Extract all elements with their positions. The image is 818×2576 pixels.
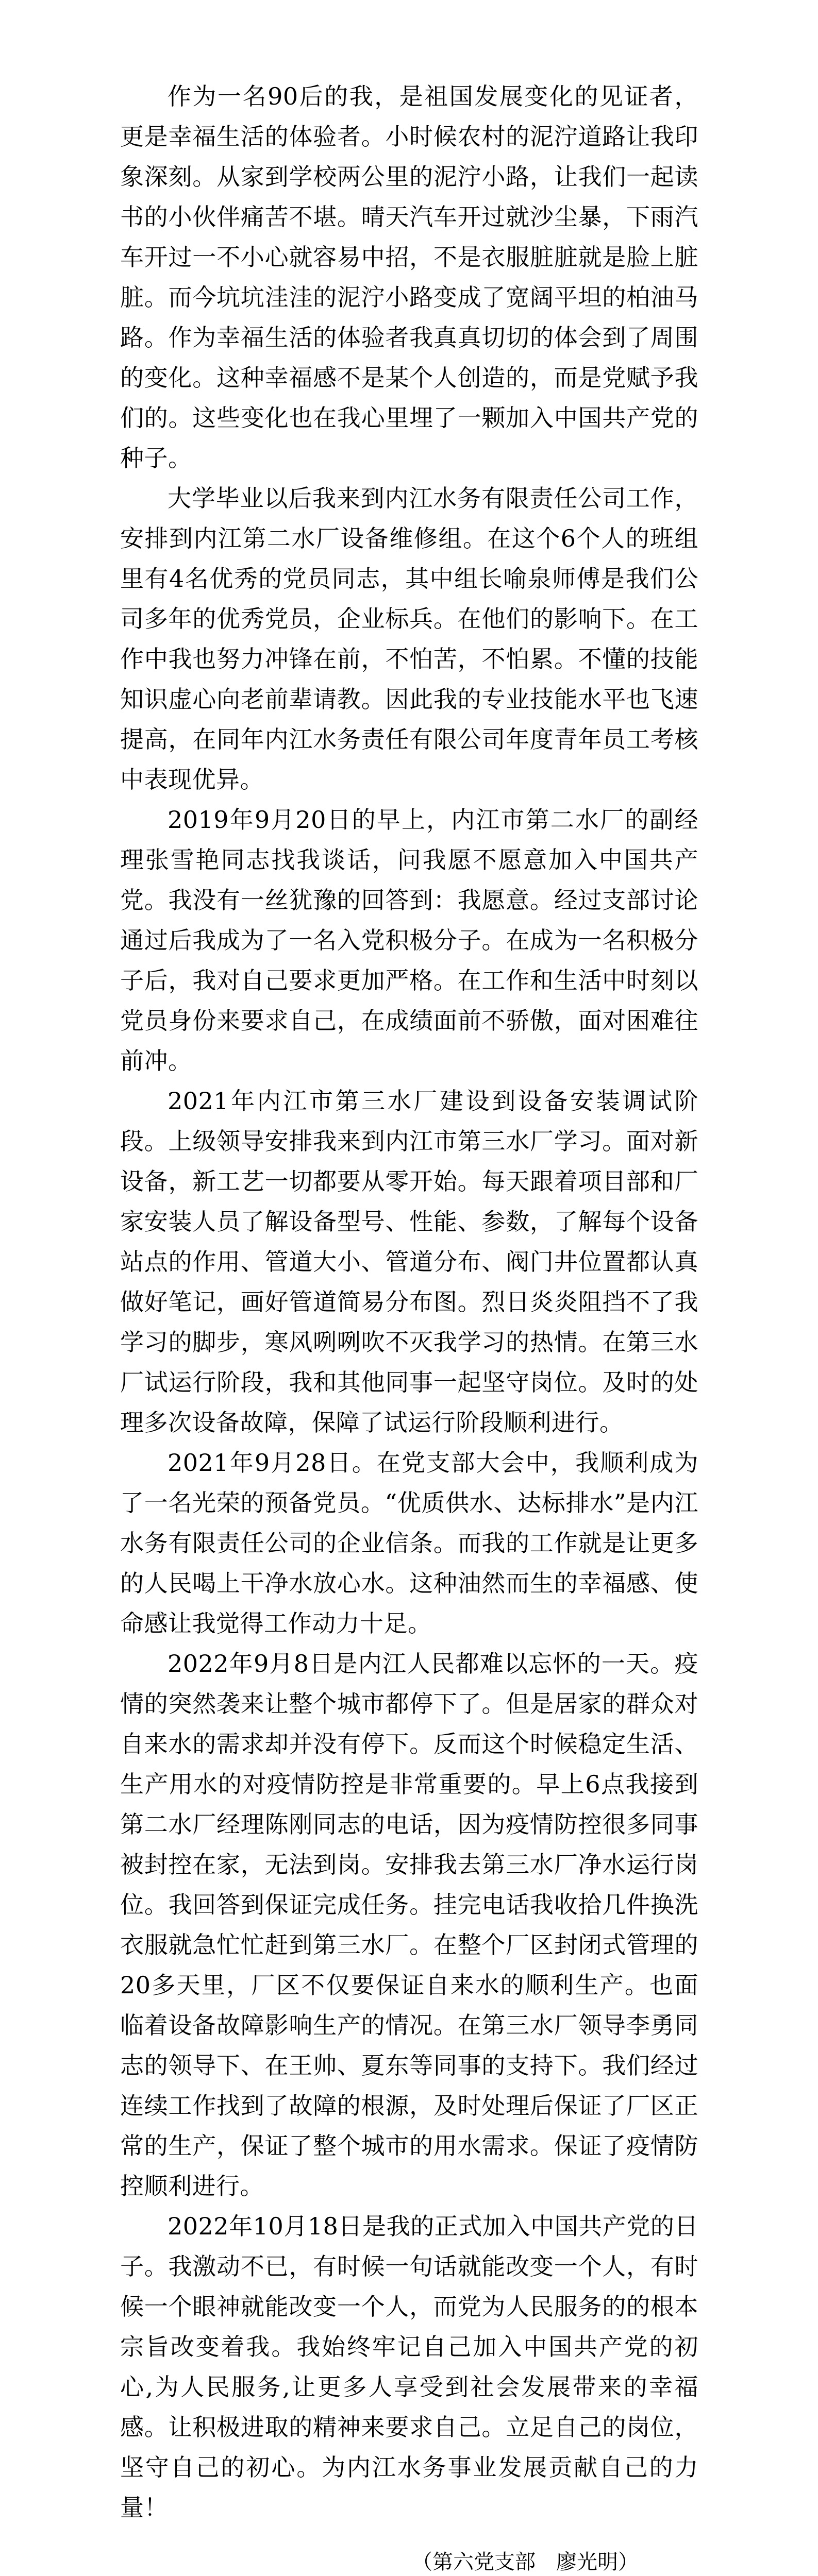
essay-body xyxy=(120,76,698,2528)
essay-paragraph-1: 作为一名90后的我，是祖国发展变化的见证者，更是幸福生活的体验者。小时候农村的泥泞道路让我印象深刻。从家到学校两公里的泥泞小路，让我们一起读书的小伙伴痛苦不堪。晴天汽车开过就沙尘暴，下雨汽车开过一不小心就容易中招，不是衣服脏脏就是脸上脏脏。而今坑坑洼洼的泥泞小路变成了宽阔平坦的柏油马路。作为幸福生活的体验者我真真切切的体会到了周围的变化。这种幸福感不是某个人创造的，而是党赋予我们的。这些变化也在我心里埋了一颗加入中国共产党的种子。 xyxy=(120,82,698,472)
essay-paragraph-7: 2022年10月18日是我的正式加入中国共产党的日子。我激动不已，有时候一句话就能改变一个人，有时候一个眼神就能改变一个人，而党为人民服务的的根本宗旨改变着我。我始终牢记自己加入中国共产党的初心,为人民服务,让更多人享受到社会发展带来的幸福感。让积极进取的精神来要求自己。立足自己的岗位，坚守自己的初心。为内江水务事业发展贡献自己的力量！ xyxy=(120,2212,698,2521)
essay-paragraph-3: 2019年9月20日的早上，内江市第二水厂的副经理张雪艳同志找我谈话，问我愿不愿意加入中国共产党。我没有一丝犹豫的回答到：我愿意。经过支部讨论通过后我成为了一名入党积极分子。在成为一名积极分子后，我对自己要求更加严格。在工作和生活中时刻以党员身份来要求自己，在成绩面前不骄傲，面对困难往前冲。 xyxy=(120,806,698,1075)
essay-paragraph-6: 2022年9月8日是内江人民都难以忘怀的一天。疫情的突然袭来让整个城市都停下了。但是居家的群众对自来水的需求却并没有停下。反而这个时候稳定生活、生产用水的对疫情防控是非常重要的。早上6点我接到第二水厂经理陈刚同志的电话，因为疫情防控很多同事被封控在家，无法到岗。安排我去第三水厂净水运行岗位。我回答到保证完成任务。挂完电话我收拾几件换洗衣服就急忙忙赶到第三水厂。在整个厂区封闭式管理的20多天里，厂区不仅要保证自来水的顺利生产。也面临着设备故障影响生产的情况。在第三水厂领导李勇同志的领导下、在王帅、夏东等同事的支持下。我们经过连续工作找到了故障的根源，及时处理后保证了厂区正常的生产，保证了整个城市的用水需求。保证了疫情防控顺利进行。 xyxy=(120,1650,698,2200)
signature-line: （第六党支部 廖光明） xyxy=(412,2550,639,2574)
essay-paragraph-2: 大学毕业以后我来到内江水务有限责任公司工作，安排到内江第二水厂设备维修组。在这个6个人的班组里有4名优秀的党员同志，其中组长喻泉师傅是我们公司多年的优秀党员，企业标兵。在他们的影响下。在工作中我也努力冲锋在前，不怕苦，不怕累。不懂的技能知识虚心向老前辈请教。因此我的专业技能水平也飞速提高，在同年内江水务责任有限公司年度青年员工考核中表现优异。 xyxy=(120,484,698,793)
essay-paragraph-4: 2021年内江市第三水厂建设到设备安装调试阶段。上级领导安排我来到内江市第三水厂学习。面对新设备，新工艺一切都要从零开始。每天跟着项目部和厂家安装人员了解设备型号、性能、参数，了解每个设备站点的作用、管道大小、管道分布、阀门井位置都认真做好笔记，画好管道简易分布图。烈日炎炎阻挡不了我学习的脚步，寒风咧咧吹不灭我学习的热情。在第三水厂试运行阶段，我和其他同事一起坚守岗位。及时的处理多次设备故障，保障了试运行阶段顺利进行。 xyxy=(120,1087,698,1436)
essay-paragraph-5: 2021年9月28日。在党支部大会中，我顺利成为了一名光荣的预备党员。“优质供水、达标排水”是内江水务有限责任公司的企业信条。而我的工作就是让更多的人民喝上干净水放心水。这种油然而生的幸福感、使命感让我觉得工作动力十足。 xyxy=(120,1449,698,1637)
